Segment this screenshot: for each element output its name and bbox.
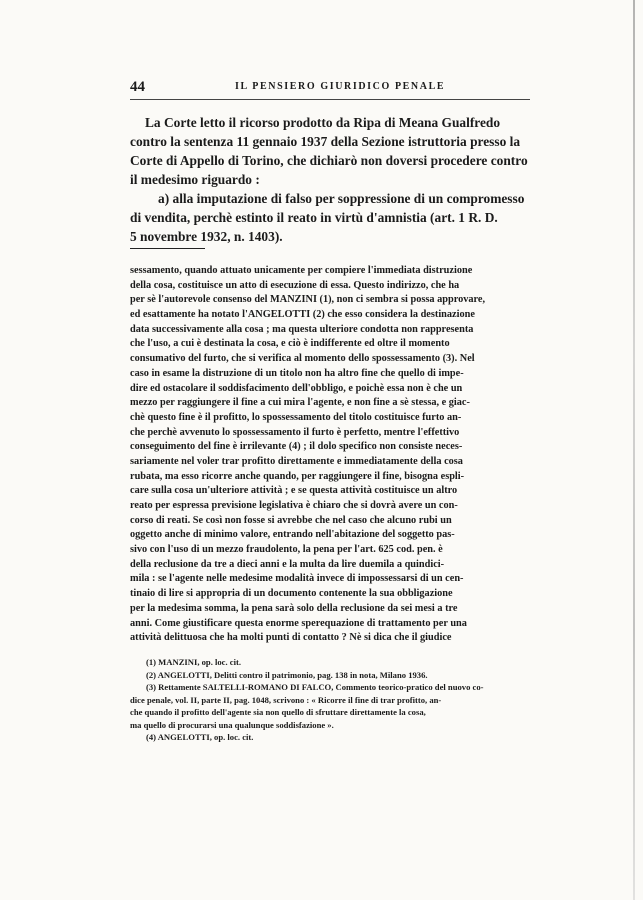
note-line: reato per espressa previsione legislativa è chiaro che si dovrà avere un con- [130, 500, 458, 511]
footnote-3: (3) Rettamente SALTELLI-ROMANO DI FALCO, Commento teorico-pratico del nuovo co- [146, 682, 484, 692]
journal-title: IL PENSIERO GIURIDICO PENALE [235, 81, 446, 92]
note-line: mila : se l'agente nelle medesime modalità invece di impossessarsi di un cen- [130, 573, 464, 585]
note-line: tinaio di lire si appropria di un documento contenente la sua obbligazione [130, 588, 453, 600]
main-line: a) alla imputazione di falso per soppressione di un compromesso [158, 191, 525, 206]
note-line: caso in esame la distruzione di un titolo non ha altro fine che quello di impe- [130, 367, 464, 379]
note-line: chè questo fine è il profitto, lo spossessamento del titolo costituisce furto an- [130, 411, 462, 423]
main-line: il medesimo riguardo : [130, 172, 260, 187]
footnotes [130, 656, 535, 744]
note-line: conseguimento del fine è irrilevante (4) ; il dolo specifico non consiste neces- [130, 441, 463, 453]
note-line: corso di reati. Se così non fosse si avrebbe che nel caso che alcuno rubi un [130, 514, 452, 526]
footnote-3-continued: ma quello di procurarsi una qualunque soddisfazione ». [130, 719, 334, 730]
note-line: sivo con l'uso di un mezzo fraudolento, la pena per l'art. 625 cod. pen. è [130, 544, 443, 556]
note-line: ed esattamente ha notato l'ANGELOTTI (2) che esso considera la destinazione [130, 309, 475, 321]
footnote-separator-rule [130, 248, 205, 249]
footnote-2: (2) ANGELOTTI, Delitti contro il patrimonio, pag. 138 in nota, Milano 1936. [146, 669, 428, 680]
note-line: dire ed ostacolare il soddisfacimento dell'obbligo, e poichè essa non è che un [130, 382, 463, 394]
main-line: La Corte letto il ricorso prodotto da Ripa di Meana Gualfredo [145, 115, 501, 130]
footnote-1: (1) MANZINI, op. loc. cit. [146, 657, 241, 667]
scan-edge-mark [633, 0, 635, 900]
note-line: anni. Come giustificare questa enorme sperequazione di trattamento per una [130, 617, 467, 629]
note-line: della cosa, costituisce un atto di esecuzione di essa. Questo indirizzo, che ha [130, 279, 460, 291]
note-line: per sè l'autorevole consenso del MANZINI (1), non ci sembra si possa approvare, [130, 294, 486, 306]
main-line: contro la sentenza 11 gennaio 1937 della Sezione istruttoria presso la [130, 134, 521, 149]
note-line: data successivamente alla cosa ; ma questa ulteriore condotta non rappresenta [130, 323, 474, 335]
note-line: per la medesima somma, la pena sarà solo della reclusione da sei mesi a tre [130, 602, 458, 614]
note-line: che perchè avvenuto lo spossessamento il furto è perfetto, mentre l'effettivo [130, 426, 460, 438]
note-line: attività delittuosa che ha molti punti di contatto ? Nè si dica che il giudice [130, 632, 452, 644]
note-line: che l'uso, a cui è destinata la cosa, e ciò è indifferente ed oltre il momento [130, 338, 450, 350]
main-paragraph [130, 113, 530, 246]
footnote-4: (4) ANGELOTTI, op. loc. cit. [146, 732, 254, 742]
footnote-3-continued: dice penale, vol. II, parte II, pag. 1048, scrivono : « Ricorre il fine di trar profitto, an- [130, 694, 442, 705]
note-line: sessamento, quando attuato unicamente per compiere l'immediata distruzione [130, 265, 473, 276]
running-head [130, 77, 530, 100]
note-line: consumativo del furto, che si verifica al momento dello spossessamento (3). Nel [130, 353, 475, 365]
note-line: care sulla cosa un'ulteriore attività ; e se questa attività costituisce un altro [130, 485, 458, 497]
main-line: 5 novembre 1932, n. 1403). [130, 229, 283, 244]
note-line: sariamente nel voler trar profitto direttamente e immediatamente della cosa [130, 455, 463, 467]
footnote-3-continued: che quando il profitto dell'agente sia non quello di sfruttare direttamente la cosa, [130, 707, 426, 717]
main-line: di vendita, perchè estinto il reato in virtù d'amnistia (art. 1 R. D. [130, 210, 498, 225]
page-number: 44 [130, 79, 145, 95]
main-line: Corte di Appello di Torino, che dichiarò non doversi procedere contro [130, 153, 528, 168]
note-continuation [130, 264, 532, 646]
note-line: mezzo per raggiungere il fine a cui mira l'agente, e non fine a sè stessa, e giac- [130, 397, 470, 409]
note-line: oggetto anche di minimo valore, entrando nell'abitazione del soggetto pas- [130, 529, 455, 541]
note-line: rubata, ma esso ricorre anche quando, per raggiungere il fine, bisogna espli- [130, 470, 465, 482]
note-line: della reclusione da tre a dieci anni e la multa da lire duemila a quindici- [130, 558, 445, 570]
